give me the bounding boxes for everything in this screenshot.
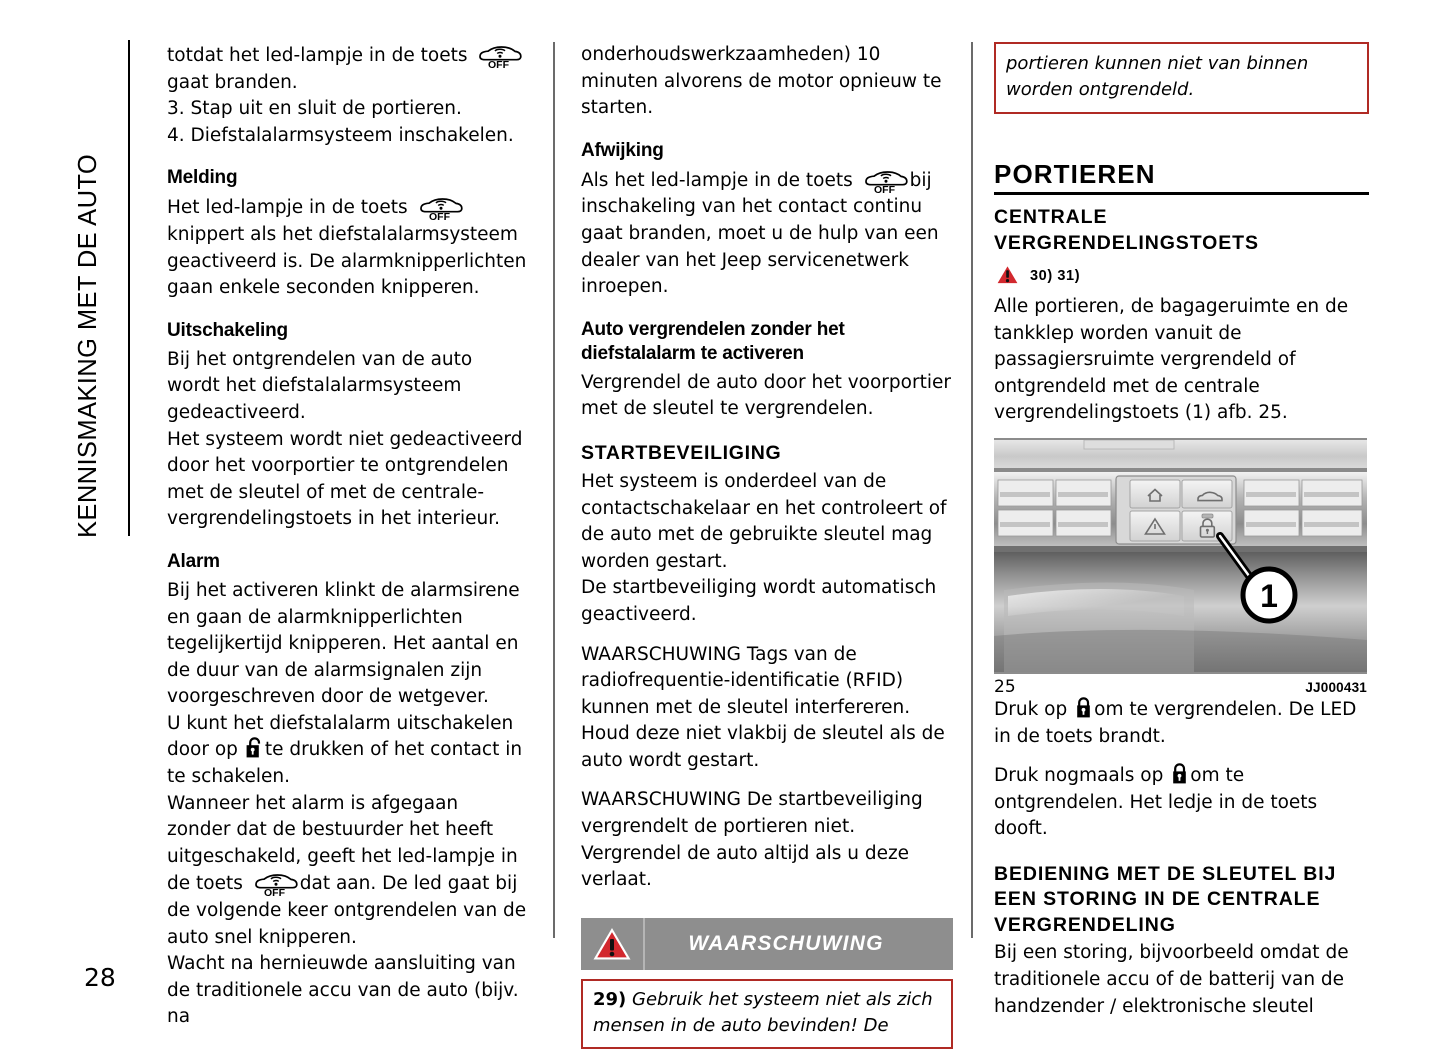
paragraph-continued	[167, 42, 527, 96]
warning-banner-title: WAARSCHUWING	[688, 931, 884, 955]
warning-banner	[581, 918, 953, 970]
car-alarm-off-icon	[251, 870, 298, 897]
text-run: Druk nogmaals op	[994, 765, 1170, 787]
chapter-tab-label: KENNISMAKING MET DE AUTO	[74, 153, 102, 538]
car-alarm-off-icon	[861, 167, 908, 194]
svg-text:OFF: OFF	[263, 887, 285, 898]
heading-afwijking: Afwijking	[581, 139, 664, 161]
text-run: dat aan. De led gaat bij de volgende keer ontgrendelen van de auto snel knipperen.	[167, 873, 527, 948]
left-column	[167, 42, 527, 1031]
chapter-tab-rule	[128, 40, 130, 536]
figure-code: JJ000431	[1305, 679, 1367, 695]
heading-startbeveiliging: STARTBEVEILIGING	[581, 441, 782, 464]
paragraph-centrale: Alle portieren, de bagageruimte en de tankklep worden vanuit de passagiersruimte vergrendeld of ontgrendeld met de centrale vergrendelingstoets (1) afb. 25.	[994, 296, 1349, 424]
text-run: om te vergrendelen. De LED in de toets brandt.	[994, 698, 1357, 747]
warning-triangle-icon	[581, 926, 643, 962]
text-run: U kunt het diefstalalarm uitschakelen door op	[167, 712, 514, 761]
step-3: 3. Stap uit en sluit de portieren.	[167, 98, 462, 120]
right-column	[994, 42, 1369, 1020]
column-divider-1	[553, 42, 555, 938]
svg-text:OFF: OFF	[488, 59, 510, 69]
text-run: Als het led-lampje in de toets	[581, 169, 859, 191]
paragraph-startbeveiliging-1: Het systeem is onderdeel van de contactschakelaar en het controleert of de auto met de gebruikte sleutel mag worden gestart.	[581, 470, 947, 572]
figure-number: 25	[994, 676, 1016, 697]
svg-text:1: 1	[1260, 577, 1278, 614]
paragraph-bediening: Bij een storing, bijvoorbeeld omdat de traditionele accu of de batterij van de handzender / elektronische sleutel	[994, 942, 1349, 1017]
paragraph-alarm-1: Bij het activeren klinkt de alarmsirene en gaan de alarmknipperlichten tegelijkertijd knipperen. Het aantal en de duur van de alarmsignalen zijn voorgeschreven door de wetgever.	[167, 579, 520, 708]
paragraph-startbeveiliging-4: WAARSCHUWING De startbeveiliging vergrendelt de portieren niet. Vergrendel de auto altijd als u deze verlaat.	[581, 789, 923, 891]
figure-25-image	[994, 438, 1367, 674]
heading-uitschakeling: Uitschakeling	[167, 319, 288, 341]
text-run: totdat het led-lampje in de toets	[167, 45, 474, 66]
text-run: gaat branden.	[167, 71, 298, 93]
paragraph-afwijking	[581, 167, 953, 301]
svg-text:OFF: OFF	[873, 183, 895, 194]
text-run: Het led-lampje in de toets	[167, 197, 414, 219]
car-alarm-off-icon	[475, 42, 522, 69]
warning-note-continued-text: portieren kunnen niet van binnen worden ontgrendeld.	[1006, 53, 1309, 100]
text-run: bij inschakeling van het contact continu gaat branden, moet u de hulp van een dealer van het Jeep servicenetwerk inroepen.	[581, 169, 939, 298]
chapter-tab	[68, 40, 134, 540]
svg-text:OFF: OFF	[428, 211, 450, 222]
paragraph-uitschakeling-1: Bij het ontgrendelen van de auto wordt het diefstalalarmsysteem gedeactiveerd.	[167, 348, 473, 423]
page-number: 28	[84, 963, 116, 992]
warning-note-text: Gebruik het systeem niet als zich mensen in de auto bevinden! De	[593, 988, 933, 1036]
paragraph-continued-mid: onderhoudswerkzaamheden) 10 minuten alvorens de motor opnieuw te starten.	[581, 44, 942, 119]
warning-note-29-continued	[994, 42, 1369, 114]
paragraph-lock-1	[994, 697, 1369, 750]
padlock-locked-icon	[1075, 697, 1092, 718]
heading-auto-vergrendelen: Auto vergrendelen zonder het diefstalalarm te activeren	[581, 318, 845, 364]
figure-caption-row	[994, 677, 1367, 697]
text-run: Druk op	[994, 698, 1074, 720]
paragraph-uitschakeling-2: Het systeem wordt niet gedeactiveerd door het voorportier te ontgrendelen met de sleutel of met de centrale-vergrendelingstoets in het interieur.	[167, 428, 523, 530]
paragraph-alarm-2	[167, 711, 527, 791]
middle-column	[581, 42, 953, 1049]
heading-centrale-line1: CENTRALE	[994, 206, 1108, 228]
heading-melding: Melding	[167, 167, 238, 189]
text-run: knippert als het diefstalalarmsysteem geactiveerd is. De alarmknipperlichten gaan enkele seconden knipperen.	[167, 223, 527, 299]
text-run: te drukken of het contact in te schakelen.	[167, 739, 523, 788]
padlock-unlocked-icon	[246, 737, 263, 758]
paragraph-alarm-4: Wacht na hernieuwde aansluiting van de traditionele accu van de auto (bijv. na	[167, 953, 519, 1028]
paragraph-auto-vergrendelen: Vergrendel de auto door het voorportier met de sleutel te vergrendelen.	[581, 371, 951, 420]
heading-alarm: Alarm	[167, 550, 220, 572]
text-run: Wanneer het alarm is afgegaan zonder dat de bestuurder het heeft uitgeschakeld, geeft het led-lampje in de toets	[167, 792, 518, 895]
padlock-locked-icon	[1171, 763, 1188, 784]
heading-bediening: BEDIENING MET DE SLEUTEL BIJ EEN STORING IN DE CENTRALE VERGRENDELING	[994, 862, 1337, 936]
heading-portieren: PORTIEREN	[994, 159, 1156, 189]
step-4: 4. Diefstalalarmsysteem inschakelen.	[167, 124, 514, 146]
warning-triangle-icon	[994, 262, 1021, 290]
safety-refs	[994, 262, 1369, 290]
heading-portieren-rule	[994, 192, 1369, 195]
car-alarm-off-icon	[416, 194, 463, 221]
paragraph-alarm-3	[167, 791, 527, 952]
paragraph-melding	[167, 194, 527, 301]
paragraph-startbeveiliging-3: WAARSCHUWING Tags van de radiofrequentie-identificatie (RFID) kunnen met de sleutel interfereren. Houd deze niet vlakbij de sleutel als de auto wordt gestart.	[581, 643, 945, 771]
paragraph-startbeveiliging-2: De startbeveiliging wordt automatisch geactiveerd.	[581, 577, 937, 625]
warning-note-number: 29)	[593, 988, 627, 1010]
text-run: om te ontgrendelen. Het ledje in de toets dooft.	[994, 765, 1318, 840]
heading-centrale-line2: VERGRENDELINGSTOETS	[994, 231, 1259, 254]
column-divider-2	[971, 42, 973, 938]
safety-ref-numbers: 30) 31)	[1030, 268, 1081, 284]
paragraph-lock-2	[994, 763, 1369, 843]
warning-note-29	[581, 979, 953, 1049]
